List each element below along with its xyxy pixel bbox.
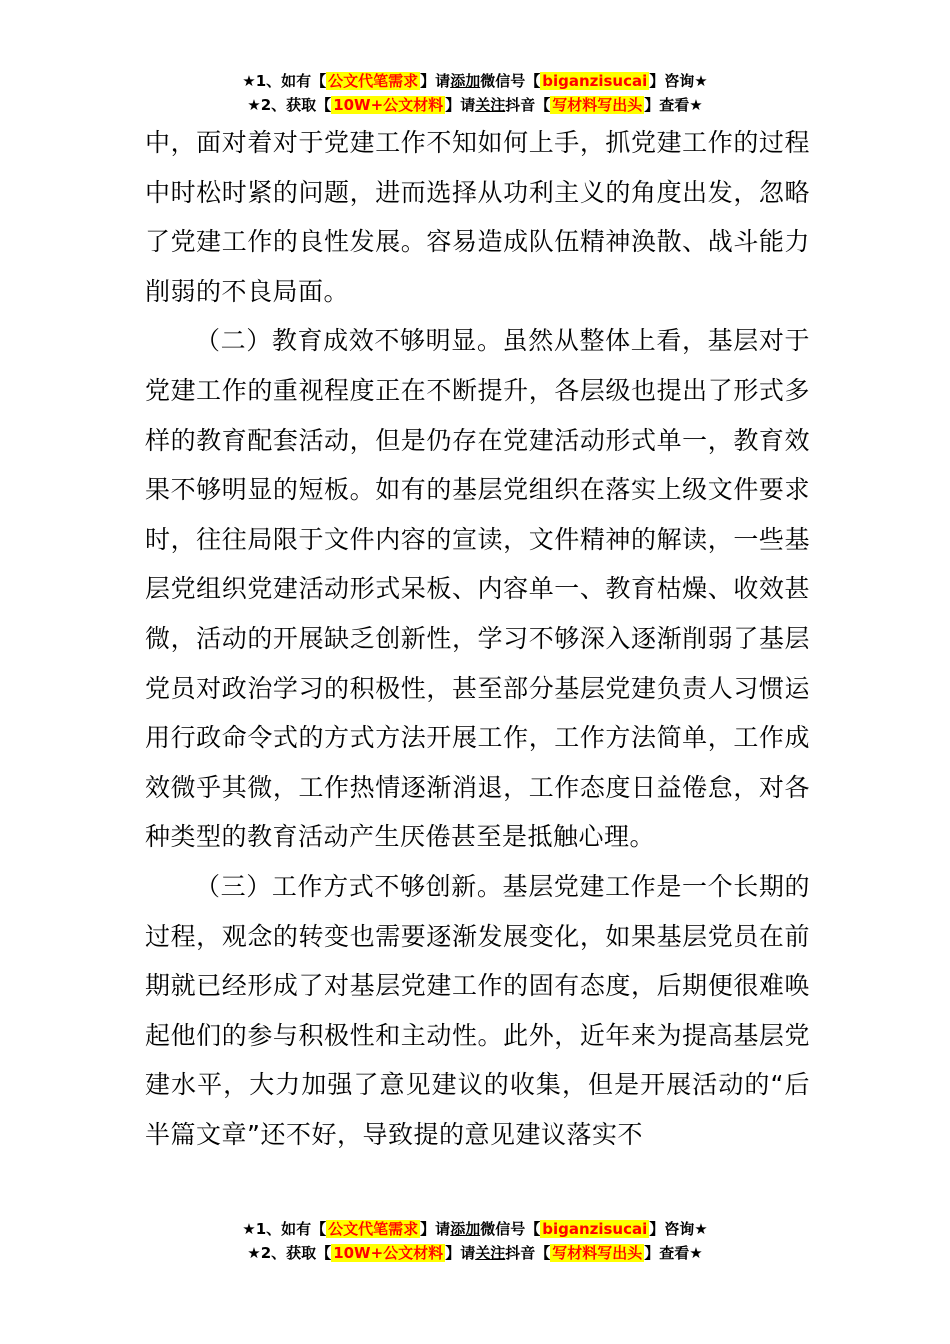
header-line-2-mid: 】请 (445, 96, 476, 114)
header-line-1 (0, 70, 950, 94)
footer-line-2-mid: 】请 (445, 1244, 476, 1262)
footer-line-2-suffix: 】查看★ (644, 1244, 703, 1262)
footer-line-1-suffix: 】咨询★ (649, 1220, 708, 1238)
footer-line-1-prefix: ★1、如有【 (242, 1220, 327, 1238)
header-line-1-highlight-wechat: biganzisucai (542, 72, 648, 90)
header-line-1-mid2: 微信号【 (480, 72, 541, 90)
footer-line-1-underline: 添加 (450, 1220, 481, 1238)
footer-line-2-highlight-douyin: 写材料写出头 (552, 1244, 643, 1262)
header-line-2 (0, 94, 950, 118)
header-line-2-prefix: ★2、获取【 (247, 96, 332, 114)
header-line-1-suffix: 】咨询★ (649, 72, 708, 90)
footer-line-1-highlight-service: 公文代笔需求 (328, 1220, 419, 1238)
header-line-1-prefix: ★1、如有【 (242, 72, 327, 90)
footer-banner (0, 1218, 950, 1266)
paragraph-2: （二）教育成效不够明显。虽然从整体上看，基层对于党建工作的重视程度正在不断提升，各层级也提出了形式多样的教育配套活动，但是仍存在党建活动形式单一，教育效果不够明显的短板。如有的基层党组织在落实上级文件要求时，往往局限于文件内容的宣读，文件精神的解读，一些基层党组织党建活动形式呆板、内容单一、教育枯燥、收效甚微，活动的开展缺乏创新性，学习不够深入逐渐削弱了基层党员对政治学习的积极性，甚至部分基层党建负责人习惯运用行政命令式的方式方法开展工作，工作方法简单，工作成效微乎其微，工作热情逐渐消退，工作态度日益倦怠，对各种类型的教育活动产生厌倦甚至是抵触心理。 (145, 326, 810, 852)
footer-line-2-underline: 关注 (475, 1244, 506, 1262)
header-line-2-highlight-douyin: 写材料写出头 (552, 96, 643, 114)
footer-line-2-highlight-materials: 10W+公文材料 (333, 1244, 444, 1262)
footer-line-2 (0, 1242, 950, 1266)
document-body (145, 118, 810, 1159)
footer-line-1-highlight-wechat: biganzisucai (542, 1220, 648, 1238)
footer-line-1-mid2: 微信号【 (480, 1220, 541, 1238)
footer-line-2-mid2: 抖音【 (505, 1244, 551, 1262)
header-line-2-highlight-materials: 10W+公文材料 (333, 96, 444, 114)
paragraph-3: （三）工作方式不够创新。基层党建工作是一个长期的过程，观念的转变也需要逐渐发展变化，如果基层党员在前期就已经形成了对基层党建工作的固有态度，后期便很难唤起他们的参与积极性和主动性。此外，近年来为提高基层党建水平，大力加强了意见建议的收集，但是开展活动的“后半篇文章”还不好，导致提的意见建议落实不 (145, 871, 810, 1149)
header-line-1-mid: 】请 (420, 72, 451, 90)
footer-line-2-prefix: ★2、获取【 (247, 1244, 332, 1262)
paragraph-1: 中，面对着对于党建工作不知如何上手，抓党建工作的过程中时松时紧的问题，进而选择从功利主义的角度出发，忽略了党建工作的良性发展。容易造成队伍精神涣散、战斗能力削弱的不良局面。 (145, 128, 810, 306)
header-line-2-suffix: 】查看★ (644, 96, 703, 114)
header-line-1-underline: 添加 (450, 72, 481, 90)
header-line-1-highlight-service: 公文代笔需求 (328, 72, 419, 90)
footer-line-1 (0, 1218, 950, 1242)
header-banner (0, 70, 950, 118)
footer-line-1-mid: 】请 (420, 1220, 451, 1238)
header-line-2-mid2: 抖音【 (505, 96, 551, 114)
header-line-2-underline: 关注 (475, 96, 506, 114)
